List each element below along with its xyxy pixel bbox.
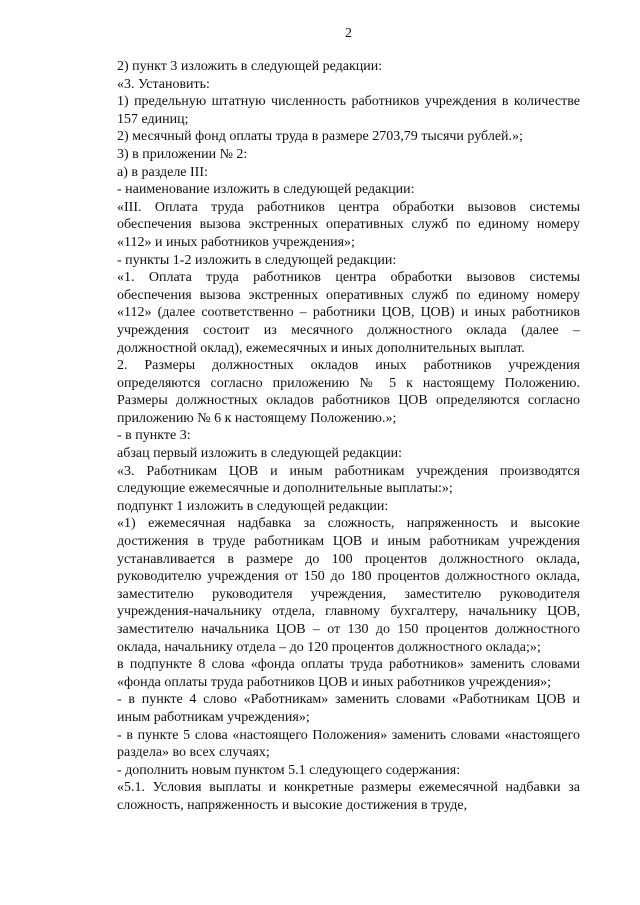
page-number: 2 bbox=[345, 26, 352, 41]
paragraph: - пункты 1-2 изложить в следующей редакции: bbox=[117, 252, 397, 268]
paragraph: 2) месячный фонд оплаты труда в размере 2703,79 тысячи рублей.»; bbox=[117, 129, 523, 145]
paragraph: - наименование изложить в следующей редакции: bbox=[117, 182, 415, 198]
paragraph: 1) предельную штатную численность работников учреждения в количестве 157 единиц; bbox=[117, 94, 580, 127]
paragraph: в подпункте 8 слова «фонда оплаты труда работников» заменить словами «фонда оплаты труда работников ЦОВ и иных работников учреждения»; bbox=[117, 657, 580, 690]
paragraph: «III. Оплата труда работников центра обработки вызовов системы обеспечения вызова экстренных оперативных служб по единому номеру «112» и иных работников учреждения»; bbox=[117, 199, 580, 250]
paragraph: - в пункте 4 слово «Работникам» заменить словами «Работникам ЦОВ и иным работникам учреждения»; bbox=[117, 692, 580, 725]
paragraph: «1) ежемесячная надбавка за сложность, напряженность и высокие достижения в труде работникам ЦОВ и иным работникам учреждения устанавливается в размере до 100 процентов должностного оклада, руководителю учреждения от 150 до 180 процентов должностного оклада, заместителю руководителя учреждения, заместителю руководителя учреждения-начальнику отдела, главному бухгалтеру, начальнику ЦОВ, заместителю начальника ЦОВ – от 130 до 150 процентов должностного оклада, начальнику отдела – до 120 процентов должностного оклада;»; bbox=[117, 516, 580, 655]
paragraph: - в пункте 5 слова «настоящего Положения» заменить словами «настоящего раздела» во всех случаях; bbox=[117, 727, 580, 761]
paragraph: «5.1. Условия выплаты и конкретные размеры ежемесячной надбавки за сложность, напряженность и высокие достижения в труде, bbox=[117, 780, 580, 813]
paragraph: «1. Оплата труда работников центра обработки вызовов системы обеспечения вызова экстренных оперативных служб по единому номеру «112» (далее соответственно – работники ЦОВ, ЦОВ) и иных работников учреждения состоит из месячного должностного оклада (далее – должностной оклад), ежемесячных и иных дополнительных выплат. bbox=[117, 270, 580, 356]
paragraph: 2) пункт 3 изложить в следующей редакции: bbox=[117, 59, 383, 74]
paragraph: подпункт 1 изложить в следующей редакции: bbox=[117, 498, 389, 514]
paragraph: - дополнить новым пунктом 5.1 следующего содержания: bbox=[117, 762, 461, 778]
document-body bbox=[117, 58, 580, 815]
paragraph: абзац первый изложить в следующей редакции: bbox=[117, 446, 403, 462]
paragraph: а) в разделе III: bbox=[117, 164, 208, 180]
paragraph: «3. Работникам ЦОВ и иным работникам учреждения производятся следующие ежемесячные и дополнительные выплаты:»; bbox=[117, 463, 580, 497]
paragraph: 3) в приложении № 2: bbox=[117, 146, 248, 162]
paragraph: 2. Размеры должностных окладов иных работников учреждения определяются согласно приложению № 5 к настоящему Положению. Размеры должностных окладов работников ЦОВ определяются согласно приложению № 6 к настоящему Положению.»; bbox=[117, 358, 580, 426]
paragraph: - в пункте 3: bbox=[117, 428, 191, 444]
paragraph: «3. Установить: bbox=[117, 76, 210, 92]
